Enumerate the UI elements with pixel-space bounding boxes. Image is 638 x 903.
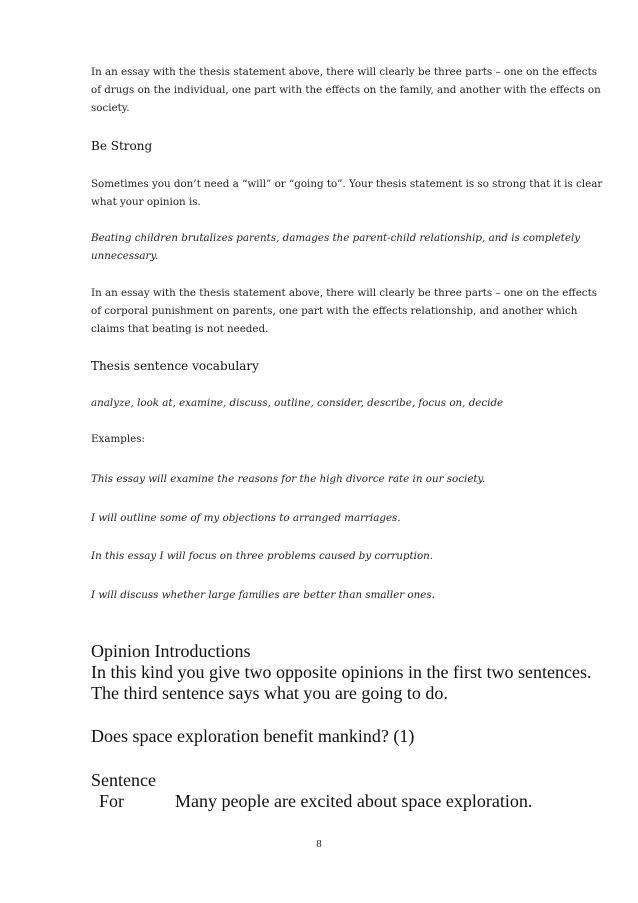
example-question: Does space exploration benefit mankind? (1) bbox=[91, 726, 415, 746]
paragraph-drugs-effects: In an essay with the thesis statement above, there will clearly be three parts – one on the effects of drugs on the individual, one part with the effects on the family, and another with the effects on society. bbox=[91, 66, 601, 114]
example-sentence-4: I will discuss whether large families are better than smaller ones. bbox=[91, 589, 435, 601]
vocabulary-list: analyze, look at, examine, discuss, outline, consider, describe, focus on, decide bbox=[91, 397, 504, 409]
page-number: 8 bbox=[316, 838, 322, 850]
heading-be-strong: Be Strong bbox=[91, 139, 153, 153]
example-thesis-beating: Beating children brutalizes parents, damages the parent-child relationship, and is completely unnecessary. bbox=[91, 232, 581, 262]
opinion-introductions-body: In this kind you give two opposite opinions in the first two sentences. The third sentence says what you are going to do. bbox=[91, 662, 592, 703]
paragraph-be-strong-intro: Sometimes you don’t need a “will” or “going to”. Your thesis statement is so strong that it is clear what your opinion is. bbox=[91, 178, 603, 208]
example-sentence-1: This essay will examine the reasons for the high divorce rate in our society. bbox=[91, 473, 486, 485]
example-sentence-3: In this essay I will focus on three problems caused by corruption. bbox=[91, 550, 434, 562]
section-title-opinion-introductions: Opinion Introductions bbox=[91, 641, 251, 661]
for-label: For bbox=[99, 791, 125, 811]
sentence-column-label: Sentence bbox=[91, 770, 156, 790]
heading-thesis-vocabulary: Thesis sentence vocabulary bbox=[91, 359, 259, 373]
for-sentence: Many people are excited about space exploration. bbox=[175, 791, 533, 811]
example-sentence-2: I will outline some of my objections to arranged marriages. bbox=[91, 512, 401, 524]
examples-label: Examples: bbox=[91, 433, 145, 445]
paragraph-corporal-punishment: In an essay with the thesis statement above, there will clearly be three parts – one on the effects of corporal punishment on parents, one part with the effects relationship, and another which claims that beating is not needed. bbox=[91, 287, 597, 335]
